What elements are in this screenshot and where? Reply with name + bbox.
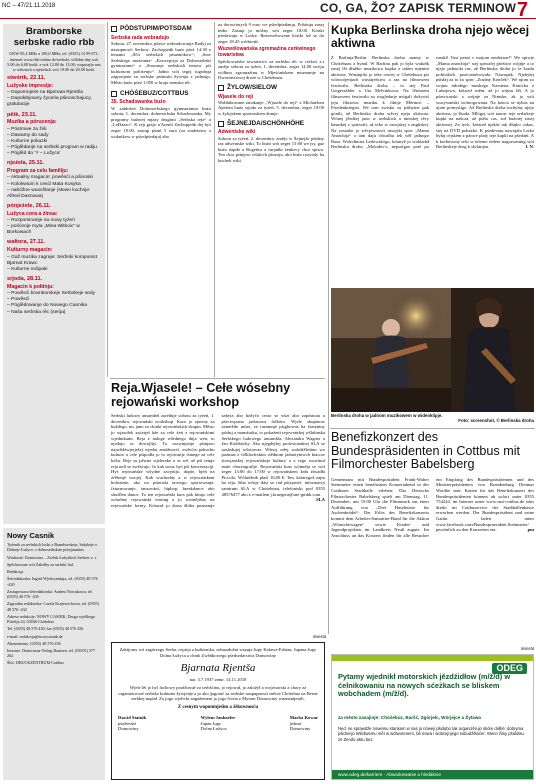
workshop-body: Serbski ludowy ansambel zaréduje sobotu za tyźeń, 1. decembra, rejowański workshop. Kuro jo zjawny za kuždego, nic jano za cłonki rejowańskich skupin. Město jo wjasołek zaćarjeł bźe za cele źeń z rejowańskimi wjednikami. Reja z naloge wšednego dnja wen, to njedajo se dowojlijś. To rozwinjenje pśinjaso najwědźwjerješej wjedar zmóžnosći, zwěsćia pokuchu kulture a cele pśipodla jo to rejowanje tśinege za cele kóžu. Reje su pěwne wjelerake a se wě, až pśi temje reja nell se zwěsćujo, čo kak nosu, byś pśi konverzaciji. Hyś rejowańske wšydne zacynijo, dopśe, bjeń na źrěšenje swojej. Kak wuchodny a w rejowańskem hobstraśe, ako na pśinoski nowego sportowanja: fxturnowanje, tanzování, hiphop, breakdance abo shufflen dance. To ten rejowański kurs pak bitujo cełe wósebny rejowański trening a jo wosnějtšny na rejowańske formy. Kótaraž jo źinsa žbiba poznamje zabyta abo bóžyćo cesto se wšzi abo zapósnota a pśeciwjasna jadusowa folkóra. Wjele skupinow zamóžiło móse, ze razantnje pśigbowaś ha žiaseniny pósłuj a mamźurku, to pokaźeńt rejowańskej wšlubnska Serbskego ludowego ansambla, Alexandra Wagner a Jan Koždnicky. Ako njegdejšej profesionalnej SLA se nasledujej wšotowaz. Wšnoj cełej wobdźěleśtnu wo pozmas z fólkloršrskim slědnom jaduotyniwch kiacow slowjanskej rejowańskeje kultury a z tego wuwinul mate choreografije. Rejowański kurs wótmějo se wót zeger 13:00 do 17:00 w rejowańskem žału źiwadła Piccolo. Wóbźelnik płaśi 10,00 €. Ten, kótaregož zajm ha reja, žiha wčnje dási se rad pśizjawíś: informaciji samtrum SLA w Chóśebuzu, telefoniski pod 0355 48576477 abo z e-mailem j.kruegera@sne-gmbh.com. SLA [111, 413, 325, 508]
schedule-item: – pośćenje myta „Mina Witkoic“ w Borkowach [7, 224, 80, 236]
schedule-item: – Naša serbska rěc (serija) [7, 309, 66, 315]
schedule-day: wałtora, 27.11. [7, 239, 45, 246]
signature [118, 715, 146, 732]
schedule-item: – Kulturne pokazki [7, 138, 48, 144]
benefizkonzert-article [331, 431, 534, 641]
impressum-line: Tyźenik za serbskich ludzi z Bramborskeje, Sakskeje a Dolneje Łužyce, z dolnoserbskim pśiwjasańim. [7, 542, 97, 553]
event-text: za dorosćonych 9 euro we pśiedpśedanju. Pobituju zasej ímbs. Zastup jo móžny wót zeger 18.00. Kórtki pśedawaju w Lodce. Rezerwěrowane kórtki lež se do zeger 18:45 wótbrońś. [218, 22, 324, 44]
tag-cottbus: CHÓŚEBUZ/COTTBUS [111, 90, 211, 98]
signature [201, 715, 236, 732]
impressum-line: Šefredaktorka: Ingrid Wjeńcynskaja, tel. (0355) 48 576 -430 [7, 576, 98, 587]
band-photo [331, 288, 534, 412]
schedule-item: – Dopołdnjowny źyceńa pśinoschajucy, gratulacije [7, 96, 92, 108]
schedule-day: srjoda, 28.11. [7, 276, 43, 282]
berlinska-droha-article [331, 22, 534, 322]
inserat-label: inserat [520, 646, 534, 651]
obituary-intro: Zabijomy wó zagórżego Serba, cepirja a kulturnika, sobuzałožni wazuja Jupy Kalawa-Fabian, Jupana Jupy Dolna Łužyca a cłonk Zwěńkowego pśedsedarstwa Domowiny [119, 647, 317, 658]
schedule-item: – Powěsći [7, 297, 30, 303]
schedule-item: – Powěsći bramborskeje Serbskeje sedy [7, 291, 96, 297]
schedule-group-title: Lužyske impresije: [7, 82, 54, 89]
impressum-line: Adresa redakcije: NOWY CASNIK, Droga wjelikego Pśiśelja 24, 03046 Chóśebuz [7, 613, 96, 625]
event-text: Wobłubowane zmakanje „Wjasele do reji“ z Michaelom Apelom buźo srjodu za tyźeń, 5. decembra, zeger 19.00 w žylojskem sportarskem domje. [218, 99, 324, 117]
impressum-text [7, 542, 101, 665]
schedule-group-title: Lužyca cora a źinsa: [7, 210, 58, 217]
square-icon [218, 85, 224, 91]
band-photo-image [331, 288, 534, 412]
event-title: Wuzwólowańska zgromaźina cerkwinego towaristwa [218, 46, 316, 59]
events-col-2 [218, 22, 324, 375]
obituary-dates: nar. 3.7.1937 zemr. 14.11.2018 [189, 676, 247, 682]
schedule-item: – Dopomnjeśe na Bjarnata Rjentša [7, 90, 83, 96]
tag-sielow: ŽYLOW/SIELOW [218, 84, 324, 92]
impressum-line: Spěchowane wót Załožby za serbski lud. [7, 561, 74, 567]
radio-schedule [7, 75, 101, 316]
signature-role2: Domowiny [289, 726, 311, 732]
signature-role1: pśedsedaŕ [118, 720, 137, 726]
impressum-line: Zagrodna redaktorka: Carola Krajeweckowa, tel. (0355) 48 576 -432 [7, 601, 99, 612]
schedule-item: – Póglědowanje do Nowego Casnika [7, 303, 87, 309]
impressum-line: Śišć: DRUCKZENTRUM Cottbus [7, 660, 64, 666]
impressum-line: Wudawaŕ: Domowina – Zwězk Łužyskich Serbow z. t. [7, 554, 97, 560]
schedule-item: – Dawamy do sady [7, 132, 49, 138]
event-title: Wjasele do reji [218, 93, 254, 100]
impressum-line: Redakcija [7, 569, 24, 575]
workshop-author: SLA [316, 497, 325, 503]
signature-name: Dawid Statnik [118, 714, 147, 720]
square-icon [111, 26, 117, 32]
event-text: W zabłośeń Dolnoserbskego gymnaziuma buźo sobotu, 1. decembra, dolnoserbska Schadowanka. My programy bužotej mjazy drugimi „Serbska reja“ a „LeDazzo“. K reji grajo n'Avenli Zachopjeńk dej byś zeger 19.00, zastup pšatń 5 euro (za studentow a wuknikow w pśiedpśedaju) abo [111, 105, 211, 139]
odeg-sub: za město zasajinje: Chóśebuz, Baršć, Zgórjelc, Wórjejce a Žytawa [338, 715, 481, 720]
impressum-box [3, 528, 105, 780]
signature-name: Wylem Janhoefer [200, 714, 236, 720]
benefiz-headline: Benefizkonzert des Bundespräsidenten in Cottbus mit Filmorchester Babelsberg [331, 431, 521, 472]
tag-schoenhoehe: ŠEJNEJDA/SCHÖNHÖHE [218, 120, 324, 128]
schedule-group-title: Kulturny magacin: [7, 247, 53, 254]
inserat-label: inserat [312, 634, 326, 639]
radio-info: UKW 95,4 MHz a 100,6 MHz; tel. (0355) 14 99 071; internet www.rbb-online.de/serbski; wšědne dny wót 5.00 do 6.00 hodź. a wót 12.00 do 13.00; wopytajśo nas w sobotach a njeźelach wót 19.00 do 20.00 hodź. [7, 51, 101, 72]
berlinska-author: I. N. [525, 144, 534, 150]
impressum-title: Nowy Casnik [7, 531, 55, 540]
signature-role2: Dolna Łužyca [200, 726, 227, 732]
signature-name: Marko Kowar [289, 714, 318, 720]
schedule-item: – Gaž muzika zagraje: Serbski komponist Bjarnat Krawc [7, 254, 97, 266]
schedule-item: – nabóžne wuscělanje (słowo kuchnje: Alfred Dasnowa) [7, 187, 91, 199]
schedule-item: – Rozpominanje na nowy tyźeń [7, 218, 75, 224]
event-title: 35. Schadowanka buźo [111, 99, 166, 106]
signature [290, 715, 318, 732]
schedule-item: – Póglěd do 'Y – Lužyca' [7, 151, 61, 157]
schedule-day: pónjeźele, 26.11. [7, 202, 51, 209]
odeg-small-text: Ned. se sprawdźe nowemu stankam w nas jo nóweji pśidobo tak organizěrujo skóre dołhé: dobryma pśidmnjo Wědiwemu mět w wótworenem, bě nowa i wobćejnjego sobudźěłaćeŕ. Wenn žiwy pśidotku ze Zendo aktu bez. [338, 726, 524, 742]
schedule-day: pětk, 23.11. [7, 111, 37, 118]
caption-text: Berlinska droha w jadnom muzikowem w wideoklipje. [331, 413, 443, 418]
impressum-line: Zastupowaca šefredaktorka: Andrea Nowakowa, tel. (0355) 48 576 -435 [7, 588, 93, 600]
impressum-line: Tel. (0355) 48 576 430; fax (0355) 48 576 456 [7, 626, 84, 632]
event-text: Sobotu za tyźeń, 2. decembra, změjo w Šejnejźe pśedny raz adwentske wiki. To buźo wót zeger 15:00 we jsy, gaz buźo źapiłe a Rogeńca a turjańki źenkecy chor spiwa. Ten chor pśinjeso wšakich pśuzoju, ako buźo rozytaly ha kucheli wiki. [218, 135, 324, 163]
impressum-line: Abonementy: (0355) 48 576 456 [7, 640, 61, 646]
section-title: CO, GA, ŽO? ZAPISK TERMINOW [320, 1, 517, 15]
schedule-group-title: Muzika a pórucenja: [7, 119, 57, 126]
obituary-name: Bjarnata Rjentša [180, 662, 256, 675]
page-number: 7 [516, 0, 528, 21]
obituary-closing: Z cesnym wopomnjeśim a źěkownosću [177, 704, 259, 710]
workshop-headline: Reja.Wjasele! – Cełe wósebny rejowański workshop [111, 382, 291, 409]
benefiz-body: Gemeinsam mit Bundespräsident Frank-Walter Steinmeier einen benefizaten Konzertabend in der Cottbuser Stadthalle erleben: Das Deutsche Filmorchester Babelsberg spielt am Dienstag, 11. Dezember, um 19.00 Uhr die Filmmusik zur einer Aufführung von „Drei Haselnüsse für Aschenbrödel“. Der Erlös des Benefizkonzerts kommt dem Arbeiter-Samariter-Bund für die Aktion „Wünschewagen“ sowie Kinder- und Jugendprojekten im Landkreis Neuß zugute. Im Anschluss an das Konzert finden für alle Besucher ein Empfang des Bundespräsidenten und des Ministerpräsidenten von Brandenburg Dietmar Woidke statt. Karten für das Benefizkonzert des Bundespräsidenten können ab sofort unter 0355 754244. im Internet unter www.cmt-cottbus.de oder direkt im Cottbuservice der Stadthallenkasse erworben werden. Der Bundespräsident und seine Gattin laden unter www.facebook.com/Bundespraesident.Steinmeier/ persönlich zu den Konzerten ein. pm [331, 476, 534, 538]
events-col-1 [111, 22, 211, 375]
signature-role1: jednaŕ [289, 720, 302, 726]
square-icon [111, 91, 117, 97]
photo-caption [331, 413, 534, 427]
odeg-headline: Pytamy wjednikł motorskich jězdźidłow (m/ž/d) w ćelnikowaniu na nowych sćeżkach se bliskem wobchadem (m/ž/d). [338, 672, 511, 699]
page-header [0, 0, 536, 19]
event-text: Spěchowaŕske towaristwo za serbsku rěc w cerkwi z.t změjo sobotu za tyźeń, 1. decembra, zeger 14.00 swóju wólbnu zgromaźinu w Mjeśćańskem muzeumje na Dworniśćowej droze w Chóśebuzu. [218, 58, 324, 81]
workshop-article [111, 382, 325, 634]
radio-title: Bramborske serbske radio rbb [13, 26, 95, 48]
square-icon [218, 121, 224, 127]
signature-role1: Jupan Jupy [200, 720, 222, 726]
impressum-line: e-mail: redakcija@nowycasnik.de [7, 633, 63, 639]
event-title: Serbska rada wobradujo [111, 34, 170, 41]
obituary-signatures [118, 715, 318, 732]
odeg-contact-bar [332, 770, 533, 779]
odeg-ad [331, 654, 534, 780]
schedule-item: – Aktualny magacin: powěsći a pśinoski [7, 175, 93, 181]
schedule-day: stwórtk, 22.11. [7, 74, 46, 81]
benefiz-author: pm [527, 527, 534, 533]
event-text: Sobotu, 27. novembra, pšawe wobradowanje Radyj za nastupnosći Serbow. Zachopjeńk buźo pśeź 14:30 z temami „Ščit serbskich pśuzmókow“, „Stav Serbskego muzeuma“ „Koncepcija za Dolnoserbski gymnazium“ a „Stawanje serbskich temow pśi kulturnom położenju“. Jadno wót tegoj togodnja zagronjone su serbske pśinoski žycenja z jadnogo. Město buźo pśeź 1.050 w kraju nemska rěc. [111, 40, 211, 86]
schedule-item: – Kulturne nošpaki [7, 266, 48, 272]
schedule-group-title: Program za celu familiju: [7, 168, 69, 175]
berlinska-body: Z Barlinja/Berlin. Berlinska droha mamy w Chóśebuzu a hynul. W Barlinu pak jo byla wukołk zasej lět dłužko muzikowa kupka z takim mjenim aktiwna. Wustupila jo teke cesćej w Chóśebuzu pśi wótworjenjach wustajeńcow a raz na filmowem festiwalu. Berlinska droha – to stej Paul Geigerzähler a Uta Mrěcinkowa. Na lětosnem filmowem festiwalu su wogledarje mógali dožywiś jeju filmowu muziku k filmje Mérmoć – Friedenkriegen. We tom zwisku su pśibytne pak gónili, až Berlinska droha wěcej njejo aktiwna. Wónej jězdźej jano w serbskich a nimskej rěcy basnikej z spiewali, až teke w rusojskej a engliskej. Na youtube jo wěcjawnosći rusojski spiw „Mama Anarchija“ a tam daju chwalbu tek wěl jadnogo Rusa. Wolodimira Ledowskogo, kótaryž jo wuhladał Berlinsku drohu „Molodes‘s, nepsolgoe poté po russki! Vasi pesni v mojom nerdstsue!“ We spiwje „Mama anarchija“ stej spiwalej pśeśiwo wójnje a to njejo jadnucki raz, až Berlinska droha jo se kradu politiskich pozicionérowała. Nawopak. Njebyłej pśisłaj za to źo spiw „Zrudny Konček“. We njom zo wojnu młodego muskego Karstena Konicka z Lubnjowa, kótaryž měni, až jo wójnu šět. A jo pśawicarski a wójnje za Nimske, ak jo wót wucywański wobrogowana. Na kóncu se nykus na njom pomysligo. Až Berlinska droha tuchylny njejo aktiwna, jo škoda. Mlógoj wót tanow teje serbskeje kupki na našcza, až pśišo cas, zoł bużotej zasej aktiwnej. Za tych, kótarež njekśe tak dłujko cakas, stej na DVD pokazke. K pśedevmu nawojała Lotka byłaj cejském z pźowe platy teje kupki na pšedańi. A k kodtoswny tešo w telerne redere nagrawaning wót Berlinskeje drog k słyšanjeu. I. N. [331, 54, 534, 150]
caption-credit: Foto: screenshot, © Berlinska droha [458, 418, 534, 424]
schedule-group-title: Magacin k połdnju: [7, 283, 54, 290]
obituary-body: Wjele lět jo byl fachowy porážowař za serbšćinu, jo rejował, jo založył a wojowarski a chory za organizirowaŕ serbske kulturne žywjenje a jo ako ǯagonić za serbske naspupnosći měsće Chóśebuz na Berne serbkej mędał. Za jogo wjelicki angažement jo jogo řćona z Mytom Domowiny wuznamjenili. [118, 685, 318, 702]
issue-number: NC – 47/21.11.2018 [2, 3, 56, 9]
odeg-contact[interactable]: www.odeg.de/karriere · Abwarkewanie a hledáknie [338, 772, 441, 777]
berlinska-headline: Kupka Berlinska droha njejo wěcej aktiwna [331, 23, 530, 50]
schedule-item: – Kolokwium k cesći Mata Kosyka [7, 181, 81, 187]
schedule-day: njeźela, 25.11. [7, 160, 45, 167]
radio-program-box [3, 24, 105, 524]
tag-potsdam: PÓDSTUPIM/POTSDAM [111, 25, 211, 33]
signature-role2: Domowiny [118, 726, 139, 732]
obituary-notice [111, 642, 325, 780]
schedule-item: – Póstrowe za źiśi [7, 126, 47, 132]
impressum-line: Inserate: Domowina-Verlag Bautzen, tel. (03591) 577 262 [7, 648, 96, 659]
schedule-item: – Póglědanje na serbski program w radiju [7, 145, 97, 151]
odeg-logo: ODEG [492, 663, 527, 674]
event-title: Adwentske wiki [218, 129, 256, 136]
